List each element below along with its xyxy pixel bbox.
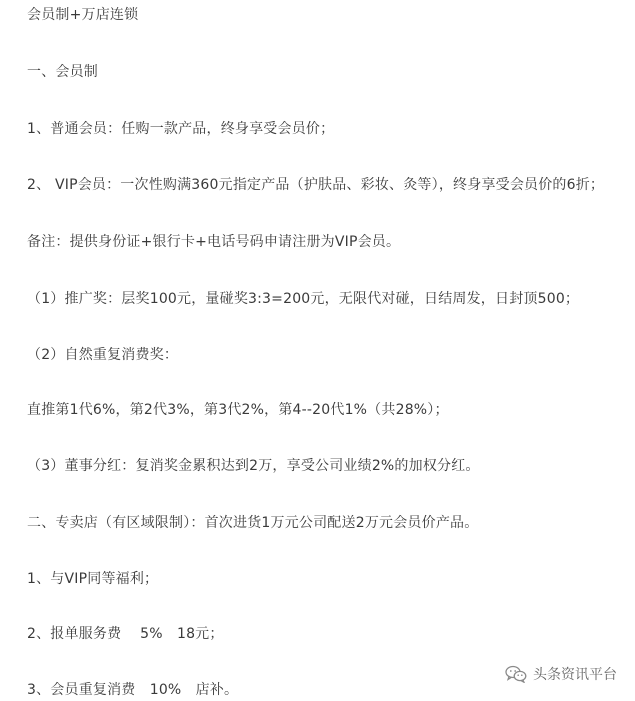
wechat-logo-icon — [505, 665, 527, 683]
item-vip-member: 2、 VIP会员：一次性购满360元指定产品（护肤品、彩妆、灸等），终身享受会员价的6折； — [27, 177, 605, 193]
section-heading-franchise-store: 二、专卖店（有区域限制）：首次进货1万元公司配送2万元会员价产品。 — [27, 515, 479, 531]
item-direct-referral-rates: 直推第1代6%，第2代3%，第3代2%，第4--20代1%（共28%）； — [27, 402, 449, 418]
item-director-dividend: （3）董事分红：复消奖金累积达到2万，享受公司业绩2%的加权分红。 — [27, 458, 480, 474]
item-regular-member: 1、普通会员：任购一款产品，终身享受会员价； — [27, 121, 335, 137]
note-registration: 备注：提供身份证+银行卡+电话号码申请注册为VIP会员。 — [27, 234, 401, 250]
item-order-service-fee: 2、报单服务费 5% 18元； — [27, 626, 224, 642]
item-promotion-bonus: （1）推广奖：层奖100元，量碰奖3:3=200元，无限代对碰，日结周发，日封顶500； — [27, 291, 580, 307]
section-heading-membership: 一、会员制 — [27, 64, 98, 80]
item-repeat-consumption-bonus: （2）自然重复消费奖： — [27, 347, 179, 363]
watermark-text: 头条资讯平台 — [533, 667, 617, 683]
doc-title: 会员制+万店连锁 — [27, 7, 139, 23]
item-vip-equal-benefits: 1、与VIP同等福利； — [27, 571, 159, 587]
item-member-repeat-consumption: 3、会员重复消费 10% 店补。 — [27, 682, 239, 698]
watermark — [505, 664, 617, 684]
